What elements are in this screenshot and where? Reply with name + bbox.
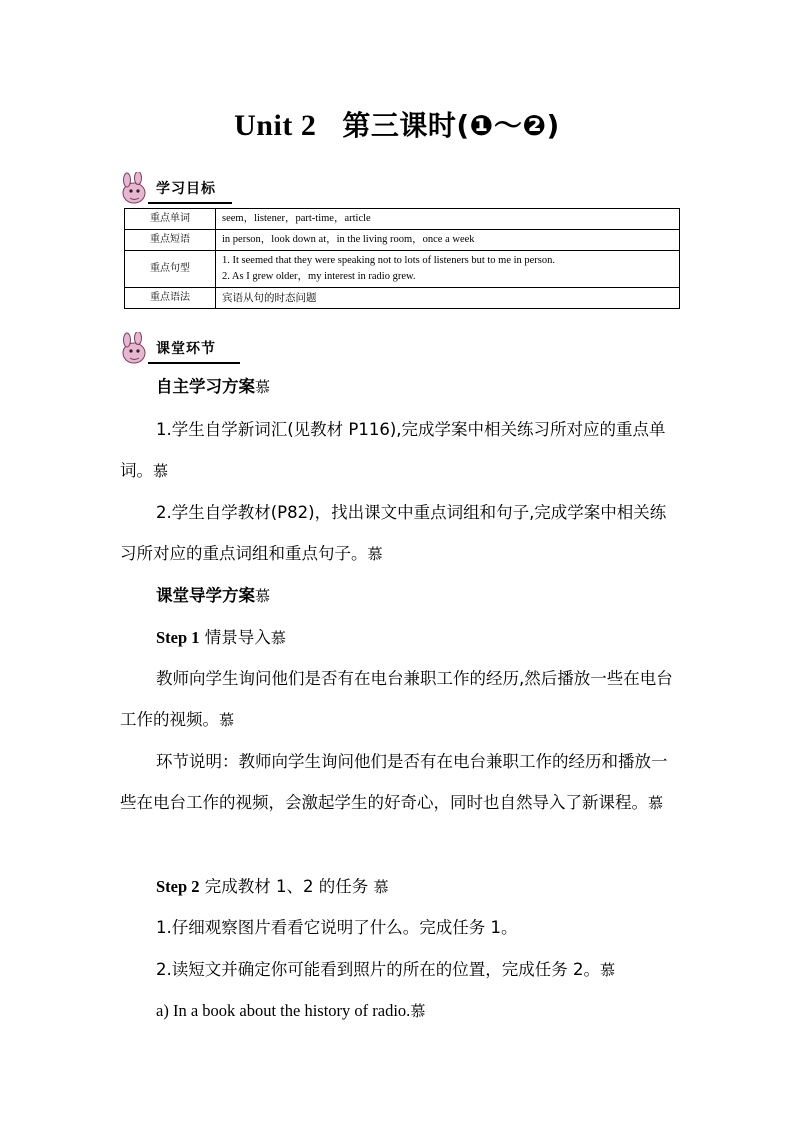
- mark-glyph: 慕: [373, 878, 389, 896]
- paragraph-text: a) In a book about the history of radio.: [156, 1001, 411, 1020]
- mark-glyph: 慕: [600, 961, 616, 979]
- mark-glyph: 慕: [270, 629, 286, 647]
- step-label: Step 2: [156, 877, 200, 896]
- row-content: 宾语从句的时态问题: [216, 288, 680, 309]
- paragraph: [120, 575, 680, 617]
- row-content: seem，listener，part-time，article: [216, 209, 680, 230]
- paragraph: [120, 366, 680, 408]
- objectives-badge-label: 学习目标: [156, 181, 216, 197]
- row-label: 重点单词: [125, 209, 216, 230]
- paragraph: [120, 990, 680, 1032]
- classroom-badge-label: 课堂环节: [156, 341, 216, 357]
- paragraph-text: 2.学生自学教材(P82)，找出课文中重点词组和句子,完成学案中相关练习所对应的重点词组和重点句子。: [120, 503, 667, 563]
- step-title: 完成教材 1、2 的任务: [199, 877, 374, 896]
- mark-glyph: 慕: [255, 587, 271, 605]
- paragraph-text: 2.读短文并确定你可能看到照片的所在的位置，完成任务 2。: [156, 960, 600, 979]
- row-label: 重点句型: [125, 251, 216, 288]
- table-row: [125, 288, 680, 309]
- step-title: 情景导入: [199, 628, 271, 647]
- mark-glyph: 慕: [219, 711, 235, 729]
- section-heading: 自主学习方案: [156, 377, 255, 396]
- paragraph: [120, 949, 680, 991]
- table-row: [125, 209, 680, 230]
- paragraph: [120, 866, 680, 908]
- paragraph: [120, 617, 680, 659]
- paragraph-text: 教师向学生询问他们是否有在电台兼职工作的经历,然后播放一些在电台工作的视频。: [120, 669, 673, 729]
- paragraph: [120, 409, 680, 492]
- paragraph-text: 1.仔细观察图片看看它说明了什么。完成任务 1。: [156, 918, 518, 937]
- paragraph: [120, 907, 680, 948]
- page-title: [0, 104, 794, 144]
- mark-glyph: 慕: [648, 794, 664, 812]
- row-content: [216, 251, 680, 288]
- sentence-2: 2. As I grew older，my interest in radio grew.: [222, 271, 416, 282]
- row-label: 重点语法: [125, 288, 216, 309]
- row-content: in person，look down at，in the living room，once a week: [216, 230, 680, 251]
- classroom-badge: [118, 332, 248, 366]
- mark-glyph: 慕: [255, 378, 271, 396]
- lesson-label: 第三课时(❶～❷): [342, 109, 560, 142]
- section-heading: 课堂导学方案: [156, 586, 255, 605]
- objectives-badge: [118, 172, 238, 206]
- step-label: Step 1: [156, 628, 200, 647]
- paragraph-text: 环节说明：教师向学生询问他们是否有在电台兼职工作的经历和播放一些在电台工作的视频，会激起学生的好奇心，同时也自然导入了新课程。: [120, 752, 668, 812]
- table-row: [125, 251, 680, 288]
- mark-glyph: 慕: [367, 545, 383, 563]
- mark-glyph: 慕: [410, 1002, 426, 1020]
- paragraph: [120, 741, 680, 824]
- table-row: [125, 230, 680, 251]
- row-label: 重点短语: [125, 230, 216, 251]
- paragraph: [120, 492, 680, 575]
- objectives-table: [124, 208, 680, 309]
- paragraph-text: 1.学生自学新词汇(见教材 P116),完成学案中相关练习所对应的重点单词。: [120, 420, 666, 480]
- unit-label: Unit 2: [234, 109, 317, 142]
- sentence-1: 1. It seemed that they were speaking not to lots of listeners but to me in person.: [222, 255, 556, 266]
- mark-glyph: 慕: [153, 462, 169, 480]
- paragraph: [120, 658, 680, 741]
